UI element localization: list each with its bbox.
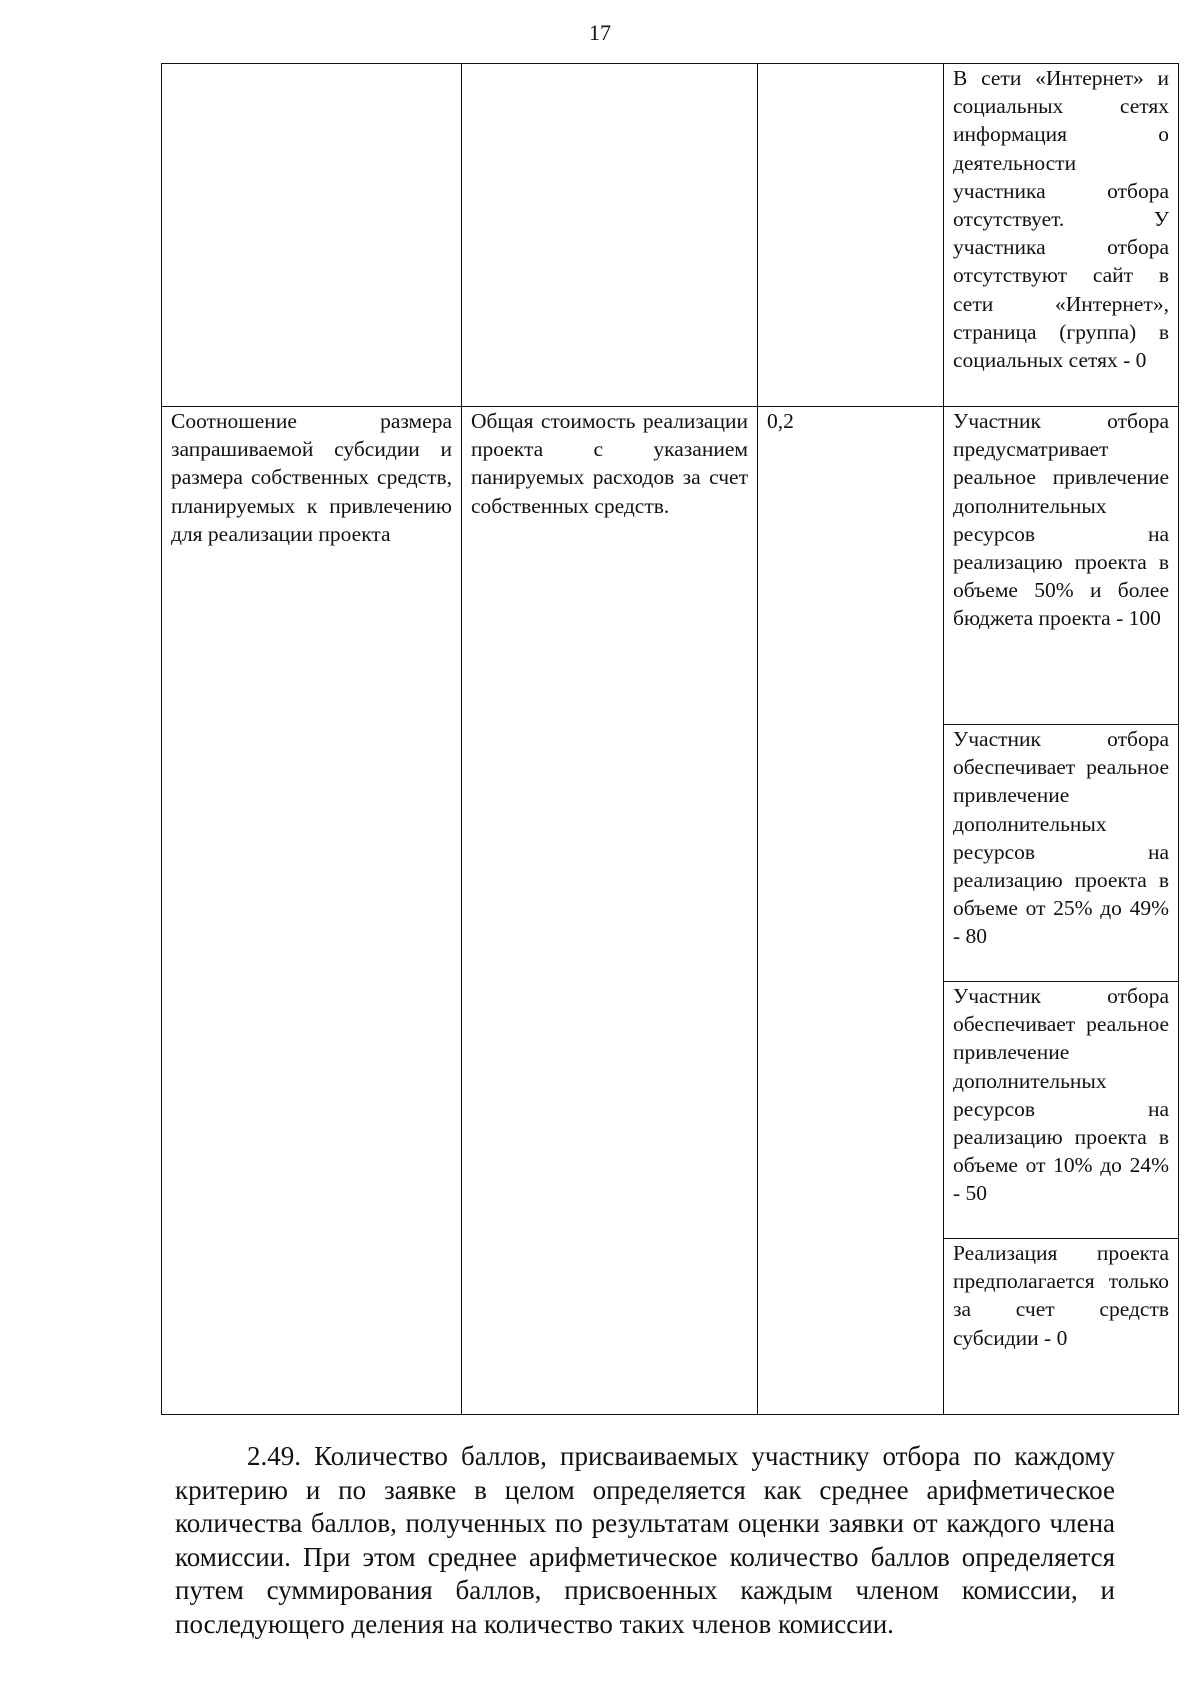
criterion-cell-ratio: Соотношение размера запрашиваемой субсидии и размера собственных средств, планируемых к привлечению для реализации проекта	[162, 407, 462, 1415]
weight-cell-ratio: 0,2	[758, 407, 944, 1415]
score-cell-50: Участник отбора обеспечивает реальное привлечение дополнительных ресурсов на реализацию проекта в объеме от 10% до 24% - 50	[944, 982, 1179, 1239]
indicator-cell-ratio: Общая стоимость реализации проекта с указанием панируемых расходов за счет собственных средств.	[462, 407, 758, 1415]
weight-cell-empty	[758, 64, 944, 407]
score-cell-100: Участник отбора предусматривает реальное привлечение дополнительных ресурсов на реализацию проекта в объеме 50% и более бюджета проекта - 100	[944, 407, 1179, 725]
indicator-cell-empty	[462, 64, 758, 407]
score-cell-0: Реализация проекта предполагается только за счет средств субсидии - 0	[944, 1239, 1179, 1415]
paragraph-2-49: 2.49. Количество баллов, присваиваемых участнику отбора по каждому критерию и по заявке в целом определяется как среднее арифметическое количества баллов, полученных по результатам оценки заявки от каждого члена комиссии. При этом среднее арифметическое количество баллов определяется путем суммирования баллов, присвоенных каждым членом комиссии, и последующего деления на количество таких членов комиссии.	[175, 1441, 1115, 1639]
criterion-cell-empty	[162, 64, 462, 407]
evaluation-criteria-table	[161, 63, 1179, 1415]
table-row-ratio	[162, 407, 1179, 725]
table-row-continuation	[162, 64, 1179, 407]
score-cell-no-internet: В сети «Интернет» и социальных сетях информация о деятельности участника отбора отсутствует. У участника отбора отсутствуют сайт в сети «Интернет», страница (группа) в социальных сетях - 0	[944, 64, 1179, 407]
score-cell-80: Участник отбора обеспечивает реальное привлечение дополнительных ресурсов на реализацию проекта в объеме от 25% до 49% - 80	[944, 725, 1179, 982]
page-number: 17	[589, 20, 611, 45]
